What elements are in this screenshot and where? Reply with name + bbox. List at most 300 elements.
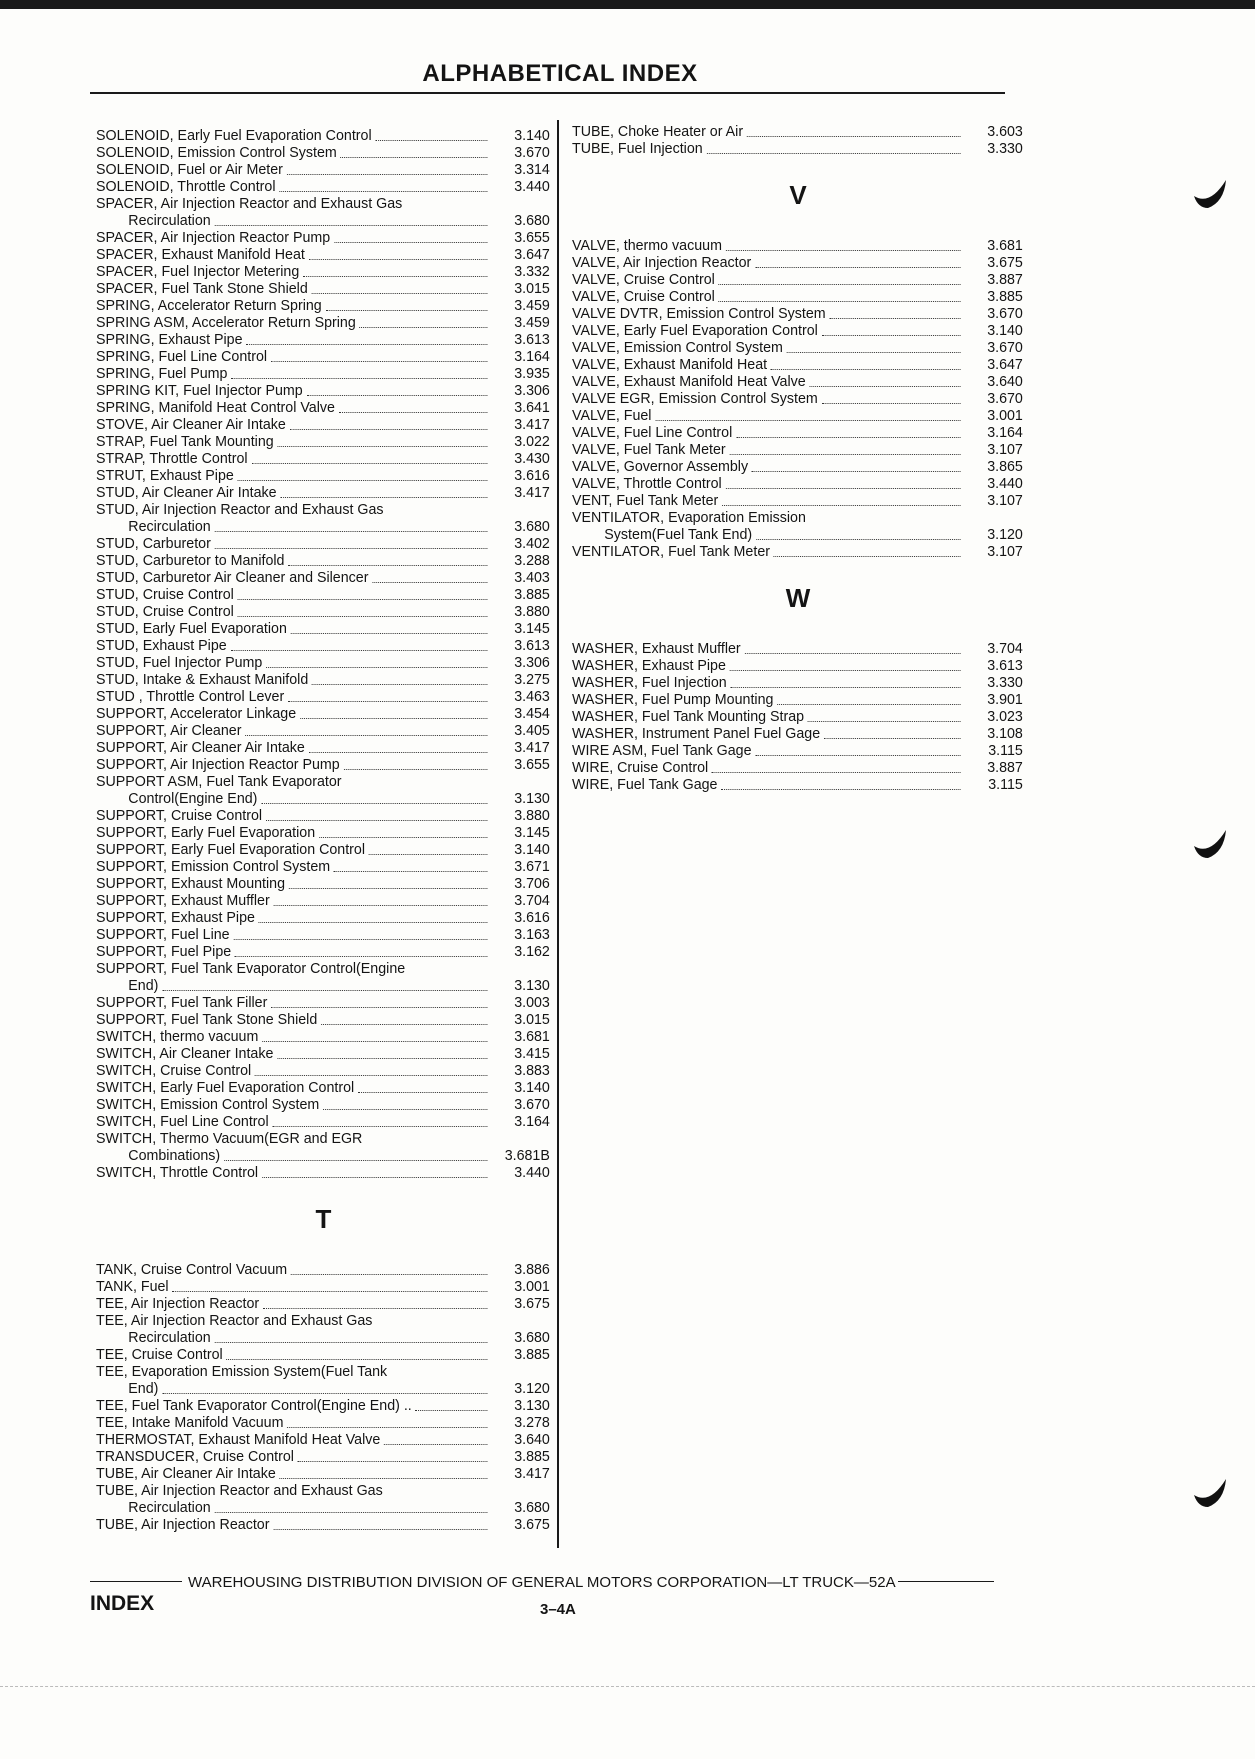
entry-text <box>96 960 491 977</box>
index-entry <box>96 1465 550 1482</box>
entry-page: 3.681 <box>514 1028 550 1045</box>
entry-page: 3.655 <box>514 756 550 773</box>
entry-page: 3.130 <box>514 790 550 807</box>
dot-leader <box>274 905 488 906</box>
dot-leader <box>162 990 487 991</box>
index-entry <box>572 475 1023 492</box>
entry-text <box>96 535 491 552</box>
dot-leader <box>227 1359 488 1360</box>
index-entry <box>96 314 550 331</box>
entry-label: VALVE, Air Injection Reactor <box>572 254 752 271</box>
entry-page: 3.440 <box>514 178 550 195</box>
entry-text <box>96 926 491 943</box>
entry-text <box>96 501 491 518</box>
entry-text <box>572 123 964 140</box>
entry-page: 3.164 <box>514 1113 550 1130</box>
entry-page: 3.681B <box>504 1147 550 1164</box>
entry-text <box>96 1130 491 1147</box>
entry-text <box>96 773 491 790</box>
entry-page: 3.681 <box>987 237 1023 254</box>
index-entry <box>96 1482 550 1499</box>
entry-text <box>96 1261 491 1278</box>
dot-leader <box>255 1075 487 1076</box>
dot-leader <box>266 667 487 668</box>
index-entry <box>96 331 550 348</box>
entry-page: 3.115 <box>988 742 1023 759</box>
entry-label-continued: End) <box>128 1380 159 1397</box>
dot-leader <box>277 446 487 447</box>
dot-leader <box>288 565 487 566</box>
entry-page: 3.001 <box>987 407 1023 424</box>
entry-label: STRAP, Fuel Tank Mounting <box>96 433 274 450</box>
entry-page: 3.163 <box>514 926 550 943</box>
index-entry <box>572 543 1023 560</box>
index-entry-continuation <box>96 1147 550 1164</box>
dot-leader <box>261 803 487 804</box>
entry-page: 3.107 <box>987 441 1023 458</box>
entry-label: SWITCH, Early Fuel Evaporation Control <box>96 1079 355 1096</box>
index-entry <box>572 339 1023 356</box>
entry-text <box>96 637 491 654</box>
entry-text <box>572 458 964 475</box>
dot-leader <box>731 687 961 688</box>
entry-page: 3.647 <box>987 356 1023 373</box>
entry-label: SPACER, Exhaust Manifold Heat <box>96 246 305 263</box>
entry-text <box>572 305 964 322</box>
section-heading-t: T <box>315 1204 332 1234</box>
entry-label: VALVE EGR, Emission Control System <box>572 390 818 407</box>
entry-text <box>96 1346 491 1363</box>
entry-page: 3.885 <box>514 1448 550 1465</box>
entry-label: SPRING, Manifold Heat Control Valve <box>96 399 335 416</box>
dot-leader <box>719 301 961 302</box>
entry-page: 3.454 <box>514 705 550 722</box>
index-entry <box>96 1028 550 1045</box>
entry-page: 3.130 <box>514 977 550 994</box>
index-entry <box>96 909 550 926</box>
index-entry <box>96 365 550 382</box>
dot-leader <box>323 1109 487 1110</box>
index-entry <box>96 195 550 212</box>
index-entry <box>96 467 550 484</box>
section-heading-v: V <box>789 180 807 210</box>
index-entry <box>96 671 550 688</box>
entry-label: SOLENOID, Early Fuel Evaporation Control <box>96 127 372 144</box>
dot-leader <box>747 136 960 137</box>
entry-label: TEE, Intake Manifold Vacuum <box>96 1414 284 1431</box>
entry-label: SWITCH, Throttle Control <box>96 1164 259 1181</box>
index-entry <box>96 1062 550 1079</box>
entry-page: 3.145 <box>514 620 550 637</box>
index-entry <box>96 875 550 892</box>
entry-page: 3.417 <box>514 1465 550 1482</box>
section-v-list <box>572 237 1024 560</box>
index-entry <box>572 271 1023 288</box>
entry-page: 3.887 <box>987 759 1023 776</box>
entry-label-continued: Recirculation <box>128 518 211 535</box>
entry-label: STUD, Cruise Control <box>96 586 234 603</box>
entry-text <box>96 858 491 875</box>
entry-page: 3.655 <box>514 229 550 246</box>
entry-label: SUPPORT, Air Cleaner Air Intake <box>96 739 305 756</box>
entry-label: SWITCH, Air Cleaner Intake <box>96 1045 274 1062</box>
dot-leader <box>266 820 487 821</box>
entry-page: 3.670 <box>987 390 1023 407</box>
index-entry <box>96 433 550 450</box>
index-entry <box>96 399 550 416</box>
index-entry <box>572 288 1023 305</box>
entry-label: SUPPORT, Fuel Tank Stone Shield <box>96 1011 318 1028</box>
dot-leader <box>384 1444 487 1445</box>
dot-leader <box>238 616 488 617</box>
entry-page: 3.887 <box>987 271 1023 288</box>
entry-text <box>96 127 491 144</box>
entry-label: THERMOSTAT, Exhaust Manifold Heat Valve <box>96 1431 381 1448</box>
index-entry <box>572 674 1023 691</box>
entry-label: STUD, Carburetor to Manifold <box>96 552 285 569</box>
index-entry <box>96 263 550 280</box>
entry-text <box>96 756 491 773</box>
dot-leader <box>290 429 488 430</box>
index-entry <box>96 144 550 161</box>
entry-label: SWITCH, thermo vacuum <box>96 1028 259 1045</box>
index-entry <box>96 1130 550 1147</box>
dot-leader <box>231 378 487 379</box>
entry-label: SPRING ASM, Accelerator Return Spring <box>96 314 356 331</box>
entry-page: 3.880 <box>514 603 550 620</box>
dot-leader <box>756 539 960 540</box>
entry-label: STUD, Carburetor <box>96 535 211 552</box>
entry-label: VALVE, Throttle Control <box>572 475 722 492</box>
entry-text <box>96 416 491 433</box>
entry-text <box>572 475 964 492</box>
section-heading-w: W <box>785 583 811 613</box>
entry-label: VENTILATOR, Fuel Tank Meter <box>572 543 770 560</box>
entry-page: 3.023 <box>987 708 1023 725</box>
dot-leader <box>808 721 960 722</box>
dot-leader <box>277 1058 487 1059</box>
entry-text <box>96 1096 491 1113</box>
entry-text <box>572 526 964 543</box>
dot-leader <box>245 735 487 736</box>
entry-page: 3.463 <box>514 688 550 705</box>
entry-label: WASHER, Fuel Injection <box>572 674 727 691</box>
dot-leader <box>334 242 487 243</box>
entry-label: SPACER, Fuel Injector Metering <box>96 263 300 280</box>
entry-label: SPRING, Accelerator Return Spring <box>96 297 322 314</box>
entry-page: 3.015 <box>514 1011 550 1028</box>
entry-text <box>96 1113 491 1130</box>
index-entry <box>572 322 1023 339</box>
dot-leader <box>755 755 960 756</box>
entry-text <box>96 484 491 501</box>
entry-page: 3.278 <box>514 1414 550 1431</box>
entry-label: VALVE, Cruise Control <box>572 271 715 288</box>
entry-label: SUPPORT, Early Fuel Evaporation <box>96 824 316 841</box>
entry-text <box>96 1380 491 1397</box>
entry-label: STUD, Intake & Exhaust Manifold <box>96 671 309 688</box>
entry-text <box>96 314 491 331</box>
entry-page: 3.430 <box>514 450 550 467</box>
entry-label: TRANSDUCER, Cruise Control <box>96 1448 294 1465</box>
entry-text <box>572 237 964 254</box>
entry-text <box>96 1465 491 1482</box>
entry-page: 3.015 <box>514 280 550 297</box>
index-entry <box>96 161 550 178</box>
entry-page: 3.330 <box>987 140 1023 157</box>
right-column <box>572 123 1024 793</box>
dot-leader <box>214 1342 487 1343</box>
entry-page: 3.140 <box>514 1079 550 1096</box>
index-entry <box>96 824 550 841</box>
entry-label: SUPPORT, Accelerator Linkage <box>96 705 297 722</box>
entry-text <box>96 263 491 280</box>
entry-text <box>96 246 491 263</box>
dot-leader <box>744 653 960 654</box>
entry-label: TUBE, Choke Heater or Air <box>572 123 744 140</box>
index-entry-continuation <box>96 1380 550 1397</box>
entry-text <box>96 1045 491 1062</box>
entry-label: WIRE, Cruise Control <box>572 759 709 776</box>
entry-label: SPRING, Exhaust Pipe <box>96 331 243 348</box>
entry-page: 3.405 <box>514 722 550 739</box>
entry-label: SOLENOID, Fuel or Air Meter <box>96 161 283 178</box>
dot-leader <box>172 1291 487 1292</box>
page-title: ALPHABETICAL INDEX <box>422 60 698 87</box>
index-entry <box>96 450 550 467</box>
entry-label: SPRING, Fuel Line Control <box>96 348 268 365</box>
index-entry <box>96 1164 550 1181</box>
dot-leader <box>809 386 960 387</box>
entry-page: 3.162 <box>514 943 550 960</box>
entry-page: 3.865 <box>987 458 1023 475</box>
index-entry <box>96 756 550 773</box>
entry-page: 3.670 <box>514 1096 550 1113</box>
entry-label: SUPPORT, Cruise Control <box>96 807 263 824</box>
entry-label: SUPPORT, Emission Control System <box>96 858 331 875</box>
entry-text <box>96 1329 491 1346</box>
entry-label: WIRE ASM, Fuel Tank Gage <box>572 742 752 759</box>
entry-text <box>96 178 491 195</box>
entry-text <box>96 144 491 161</box>
entry-text <box>96 1363 491 1380</box>
entry-label: TEE, Evaporation Emission System(Fuel Tank <box>96 1363 388 1380</box>
entry-label: WIRE, Fuel Tank Gage <box>572 776 718 793</box>
index-entry <box>572 407 1023 424</box>
entry-page: 3.680 <box>514 212 550 229</box>
entry-label: STUD, Exhaust Pipe <box>96 637 227 654</box>
entry-text <box>96 552 491 569</box>
entry-page: 3.417 <box>514 739 550 756</box>
entry-page: 3.120 <box>987 526 1023 543</box>
entry-label: TANK, Cruise Control Vacuum <box>96 1261 288 1278</box>
entry-page: 3.022 <box>514 433 550 450</box>
entry-text <box>96 1147 491 1164</box>
index-entry <box>96 382 550 399</box>
index-entry <box>96 1346 550 1363</box>
entry-text <box>96 1164 491 1181</box>
entry-text <box>96 1079 491 1096</box>
entry-page: 3.886 <box>514 1261 550 1278</box>
entry-text <box>572 509 964 526</box>
index-entry <box>572 492 1023 509</box>
entry-label: VALVE, Fuel <box>572 407 652 424</box>
footer-line <box>90 1574 1025 1591</box>
entry-label: SUPPORT, Exhaust Mounting <box>96 875 286 892</box>
entry-page: 3.107 <box>987 543 1023 560</box>
entry-label: VALVE, Exhaust Manifold Heat Valve <box>572 373 806 390</box>
entry-text <box>96 688 491 705</box>
entry-text <box>572 708 964 725</box>
left-column <box>96 127 551 1533</box>
entry-page: 3.706 <box>514 875 550 892</box>
entry-label: TUBE, Air Injection Reactor <box>96 1516 270 1533</box>
section-s-list <box>96 127 551 1181</box>
entry-label: VALVE, Fuel Tank Meter <box>572 441 726 458</box>
entry-label: TEE, Fuel Tank Evaporator Control(Engine End) .. <box>96 1397 412 1414</box>
entry-page: 3.115 <box>988 776 1023 793</box>
entry-text <box>96 620 491 637</box>
footer-rule-right <box>898 1581 994 1582</box>
index-entry <box>96 178 550 195</box>
entry-page: 3.616 <box>514 467 550 484</box>
entry-text <box>96 467 491 484</box>
entry-label: VALVE, Governor Assembly <box>572 458 749 475</box>
bottom-edge-rule <box>0 1686 1255 1687</box>
entry-page: 3.003 <box>514 994 550 1011</box>
index-entry <box>96 603 550 620</box>
entry-text <box>572 271 964 288</box>
entry-page: 3.603 <box>987 123 1023 140</box>
entry-text <box>96 433 491 450</box>
entry-label: WASHER, Exhaust Muffler <box>572 640 741 657</box>
entry-label: TEE, Cruise Control <box>96 1346 223 1363</box>
entry-text <box>96 892 491 909</box>
entry-text <box>572 776 964 793</box>
entry-text <box>96 1028 491 1045</box>
column-divider <box>557 120 559 1548</box>
dot-leader <box>246 344 487 345</box>
index-entry <box>96 960 550 977</box>
entry-text <box>96 161 491 178</box>
entry-label-continued: Recirculation <box>128 212 211 229</box>
dot-leader <box>360 327 488 328</box>
index-entry <box>96 229 550 246</box>
entry-page: 3.164 <box>987 424 1023 441</box>
dot-leader <box>321 1024 487 1025</box>
entry-text <box>96 654 491 671</box>
dot-leader <box>719 284 961 285</box>
entry-label: SPACER, Air Injection Reactor Pump <box>96 229 331 246</box>
entry-text <box>96 297 491 314</box>
dot-leader <box>214 225 487 226</box>
dot-leader <box>262 1177 487 1178</box>
index-entry <box>96 1448 550 1465</box>
index-entry <box>96 1312 550 1329</box>
index-entry-continuation <box>96 790 550 807</box>
entry-text <box>572 441 964 458</box>
dot-leader <box>822 335 961 336</box>
entry-label: VENT, Fuel Tank Meter <box>572 492 719 509</box>
index-entry <box>572 759 1023 776</box>
entry-label: SUPPORT, Exhaust Muffler <box>96 892 270 909</box>
entry-label: TUBE, Air Cleaner Air Intake <box>96 1465 276 1482</box>
dot-leader <box>721 789 960 790</box>
dot-leader <box>298 1461 487 1462</box>
entry-page: 3.459 <box>514 314 550 331</box>
entry-text <box>572 657 964 674</box>
dot-leader <box>326 310 488 311</box>
entry-text <box>96 229 491 246</box>
entry-page: 3.164 <box>514 348 550 365</box>
dot-leader <box>822 403 961 404</box>
index-entry <box>572 237 1023 254</box>
entry-text <box>96 1278 491 1295</box>
entry-text <box>96 909 491 926</box>
entry-text <box>96 1062 491 1079</box>
index-entry-continuation <box>96 1329 550 1346</box>
entry-label: STRUT, Exhaust Pipe <box>96 467 234 484</box>
entry-label: TUBE, Fuel Injection <box>572 140 703 157</box>
entry-text <box>572 424 964 441</box>
dot-leader <box>319 837 487 838</box>
dot-leader <box>726 250 960 251</box>
dot-leader <box>233 939 487 940</box>
entry-page: 3.130 <box>514 1397 550 1414</box>
dot-leader <box>372 582 487 583</box>
dot-leader <box>334 871 487 872</box>
index-entry-continuation <box>572 526 1023 543</box>
index-entry <box>572 742 1023 759</box>
dot-leader <box>771 369 960 370</box>
entry-page: 3.440 <box>987 475 1023 492</box>
dot-leader <box>263 1308 487 1309</box>
entry-text <box>96 1431 491 1448</box>
entry-label: SUPPORT, Fuel Line <box>96 926 230 943</box>
index-entry <box>572 373 1023 390</box>
index-entry-continuation <box>96 518 550 535</box>
entry-page: 3.332 <box>514 263 550 280</box>
dot-leader <box>341 157 488 158</box>
dot-leader <box>288 701 487 702</box>
entry-text <box>96 348 491 365</box>
dot-leader <box>291 1274 487 1275</box>
dot-leader <box>235 956 487 957</box>
entry-label: SWITCH, Cruise Control <box>96 1062 252 1079</box>
entry-page: 3.704 <box>514 892 550 909</box>
dot-leader <box>215 548 488 549</box>
entry-text <box>572 140 964 157</box>
entry-text <box>572 356 964 373</box>
entry-label-continued: System(Fuel Tank End) <box>604 526 753 543</box>
dot-leader <box>238 599 488 600</box>
entry-page: 3.670 <box>987 339 1023 356</box>
index-entry <box>572 123 1023 140</box>
entry-text <box>96 1414 491 1431</box>
entry-text <box>96 943 491 960</box>
entry-label: TEE, Air Injection Reactor <box>96 1295 260 1312</box>
dot-leader <box>752 471 960 472</box>
entry-label: SUPPORT ASM, Fuel Tank Evaporator <box>96 773 342 790</box>
dot-leader <box>162 1393 487 1394</box>
dot-leader <box>777 704 960 705</box>
index-entry <box>572 725 1023 742</box>
entry-text <box>96 569 491 586</box>
entry-page: 3.901 <box>987 691 1023 708</box>
entry-page: 3.880 <box>514 807 550 824</box>
entry-page: 3.647 <box>514 246 550 263</box>
entry-label: STUD, Early Fuel Evaporation <box>96 620 287 637</box>
